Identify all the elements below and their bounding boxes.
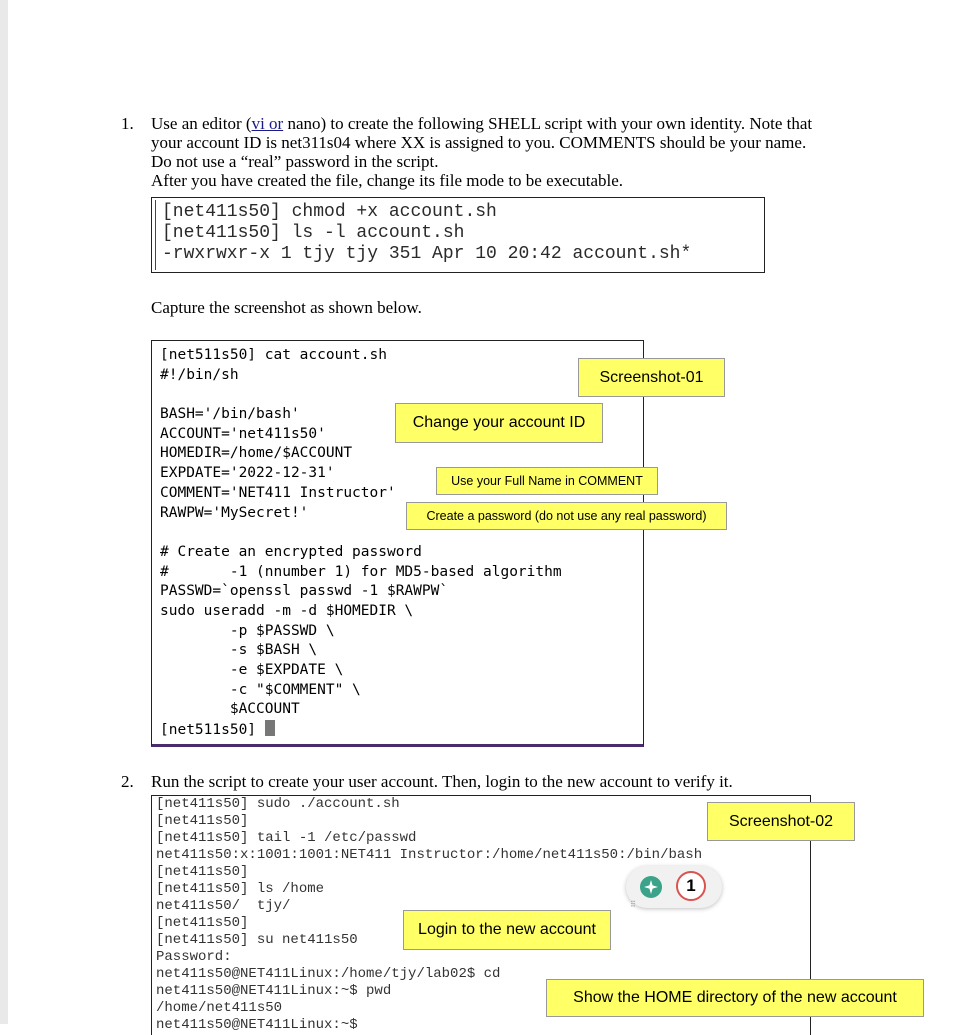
editor-link[interactable]: vi or [251, 114, 284, 133]
spark-icon[interactable] [640, 876, 662, 898]
script-line: HOMEDIR=/home/$ACCOUNT [160, 445, 353, 462]
prompt-line [160, 720, 643, 740]
login-callout: Login to the new account [403, 910, 611, 950]
script-line: # Create an encrypted password [160, 543, 422, 560]
step1-line3: Do not use a “real” password in the script. [151, 152, 439, 171]
prompt-text: [net511s50] [160, 722, 265, 739]
step1-line2: your account ID is net311s04 where XX is assigned to you. COMMENTS should be your name. [151, 133, 807, 152]
chmod-terminal [151, 197, 765, 273]
page-left-edge [0, 0, 8, 1024]
terminal-line: [net411s50] [156, 864, 249, 880]
change-account-callout: Change your account ID [395, 403, 603, 443]
script-line: ACCOUNT='net411s50' [160, 425, 326, 442]
terminal-line: net411s50:x:1001:1001:NET411 Instructor:/home/net411s50:/bin/bash [156, 847, 703, 863]
script-line: -s $BASH \ [160, 642, 318, 659]
script-line: #!/bin/sh [160, 366, 239, 383]
script-line: EXPDATE='2022-12-31' [160, 465, 335, 482]
terminal-line: [net411s50] ls /home [156, 881, 325, 897]
script-line: # -1 (nnumber 1) for MD5-based algorithm [160, 563, 562, 580]
step1-text-pre: Use an editor ( [151, 114, 252, 133]
terminal-line: [net411s50] su net411s50 [156, 932, 358, 948]
terminal-line: [net411s50] chmod +x account.sh [162, 202, 497, 222]
script-line: $ACCOUNT [160, 701, 300, 718]
terminal-line: [net411s50] ls -l account.sh [162, 223, 465, 243]
script-line: -c "$COMMENT" \ [160, 681, 361, 698]
full-name-callout: Use your Full Name in COMMENT [436, 467, 658, 495]
screenshot01-callout: Screenshot-01 [578, 358, 725, 397]
script-line: -p $PASSWD \ [160, 622, 335, 639]
screenshot02-callout: Screenshot-02 [707, 802, 855, 841]
script-line: BASH='/bin/bash' [160, 406, 300, 423]
terminal-line: [net411s50] sudo ./account.sh [156, 796, 400, 812]
floating-assistant-widget[interactable] [626, 866, 722, 908]
step1-instructions [151, 114, 871, 190]
script-line: -e $EXPDATE \ [160, 662, 344, 678]
terminal-line: net411s50@NET411Linux:~$ [156, 1017, 358, 1033]
script-line: COMMENT='NET411 Instructor' [160, 484, 396, 501]
script-line: [net511s50] cat account.sh [160, 347, 387, 363]
step2-instructions: Run the script to create your user account. Then, login to the new account to verify it. [151, 772, 733, 791]
drag-handle-icon[interactable]: ⠿ [630, 900, 636, 909]
terminal-line: Password: [156, 949, 232, 965]
text-cursor [265, 720, 275, 736]
step1-text-post: nano) to create the following SHELL script with your own identity. Note that [283, 114, 813, 133]
terminal-line: net411s50@NET411Linux:/home/tjy/lab02$ cd [156, 966, 501, 982]
terminal-line: net411s50@NET411Linux:~$ pwd [156, 983, 392, 999]
step1-number: 1. [121, 114, 134, 133]
notification-badge[interactable]: 1 [676, 871, 706, 901]
password-callout: Create a password (do not use any real password) [406, 502, 727, 530]
script-line: PASSWD=`openssl passwd -1 $RAWPW` [160, 583, 449, 600]
terminal-line: -rwxrwxr-x 1 tjy tjy 351 Apr 10 20:42 account.sh* [162, 244, 692, 264]
home-dir-callout: Show the HOME directory of the new account [546, 979, 924, 1017]
script-terminal [151, 340, 644, 747]
script-line: sudo useradd -m -d $HOMEDIR \ [160, 602, 414, 619]
script-line: RAWPW='MySecret!' [160, 504, 309, 521]
terminal-line: [net411s50] [156, 813, 249, 829]
terminal-left-bar [155, 200, 156, 270]
terminal-line: [net411s50] [156, 915, 249, 931]
capture-instruction: Capture the screenshot as shown below. [151, 298, 422, 317]
step2-number: 2. [121, 772, 134, 791]
terminal-line: net411s50/ tjy/ [156, 898, 291, 914]
terminal-line: [net411s50] tail -1 /etc/passwd [156, 830, 417, 846]
terminal-line: /home/net411s50 [156, 1000, 283, 1016]
step1-line4: After you have created the file, change its file mode to be executable. [151, 171, 624, 190]
